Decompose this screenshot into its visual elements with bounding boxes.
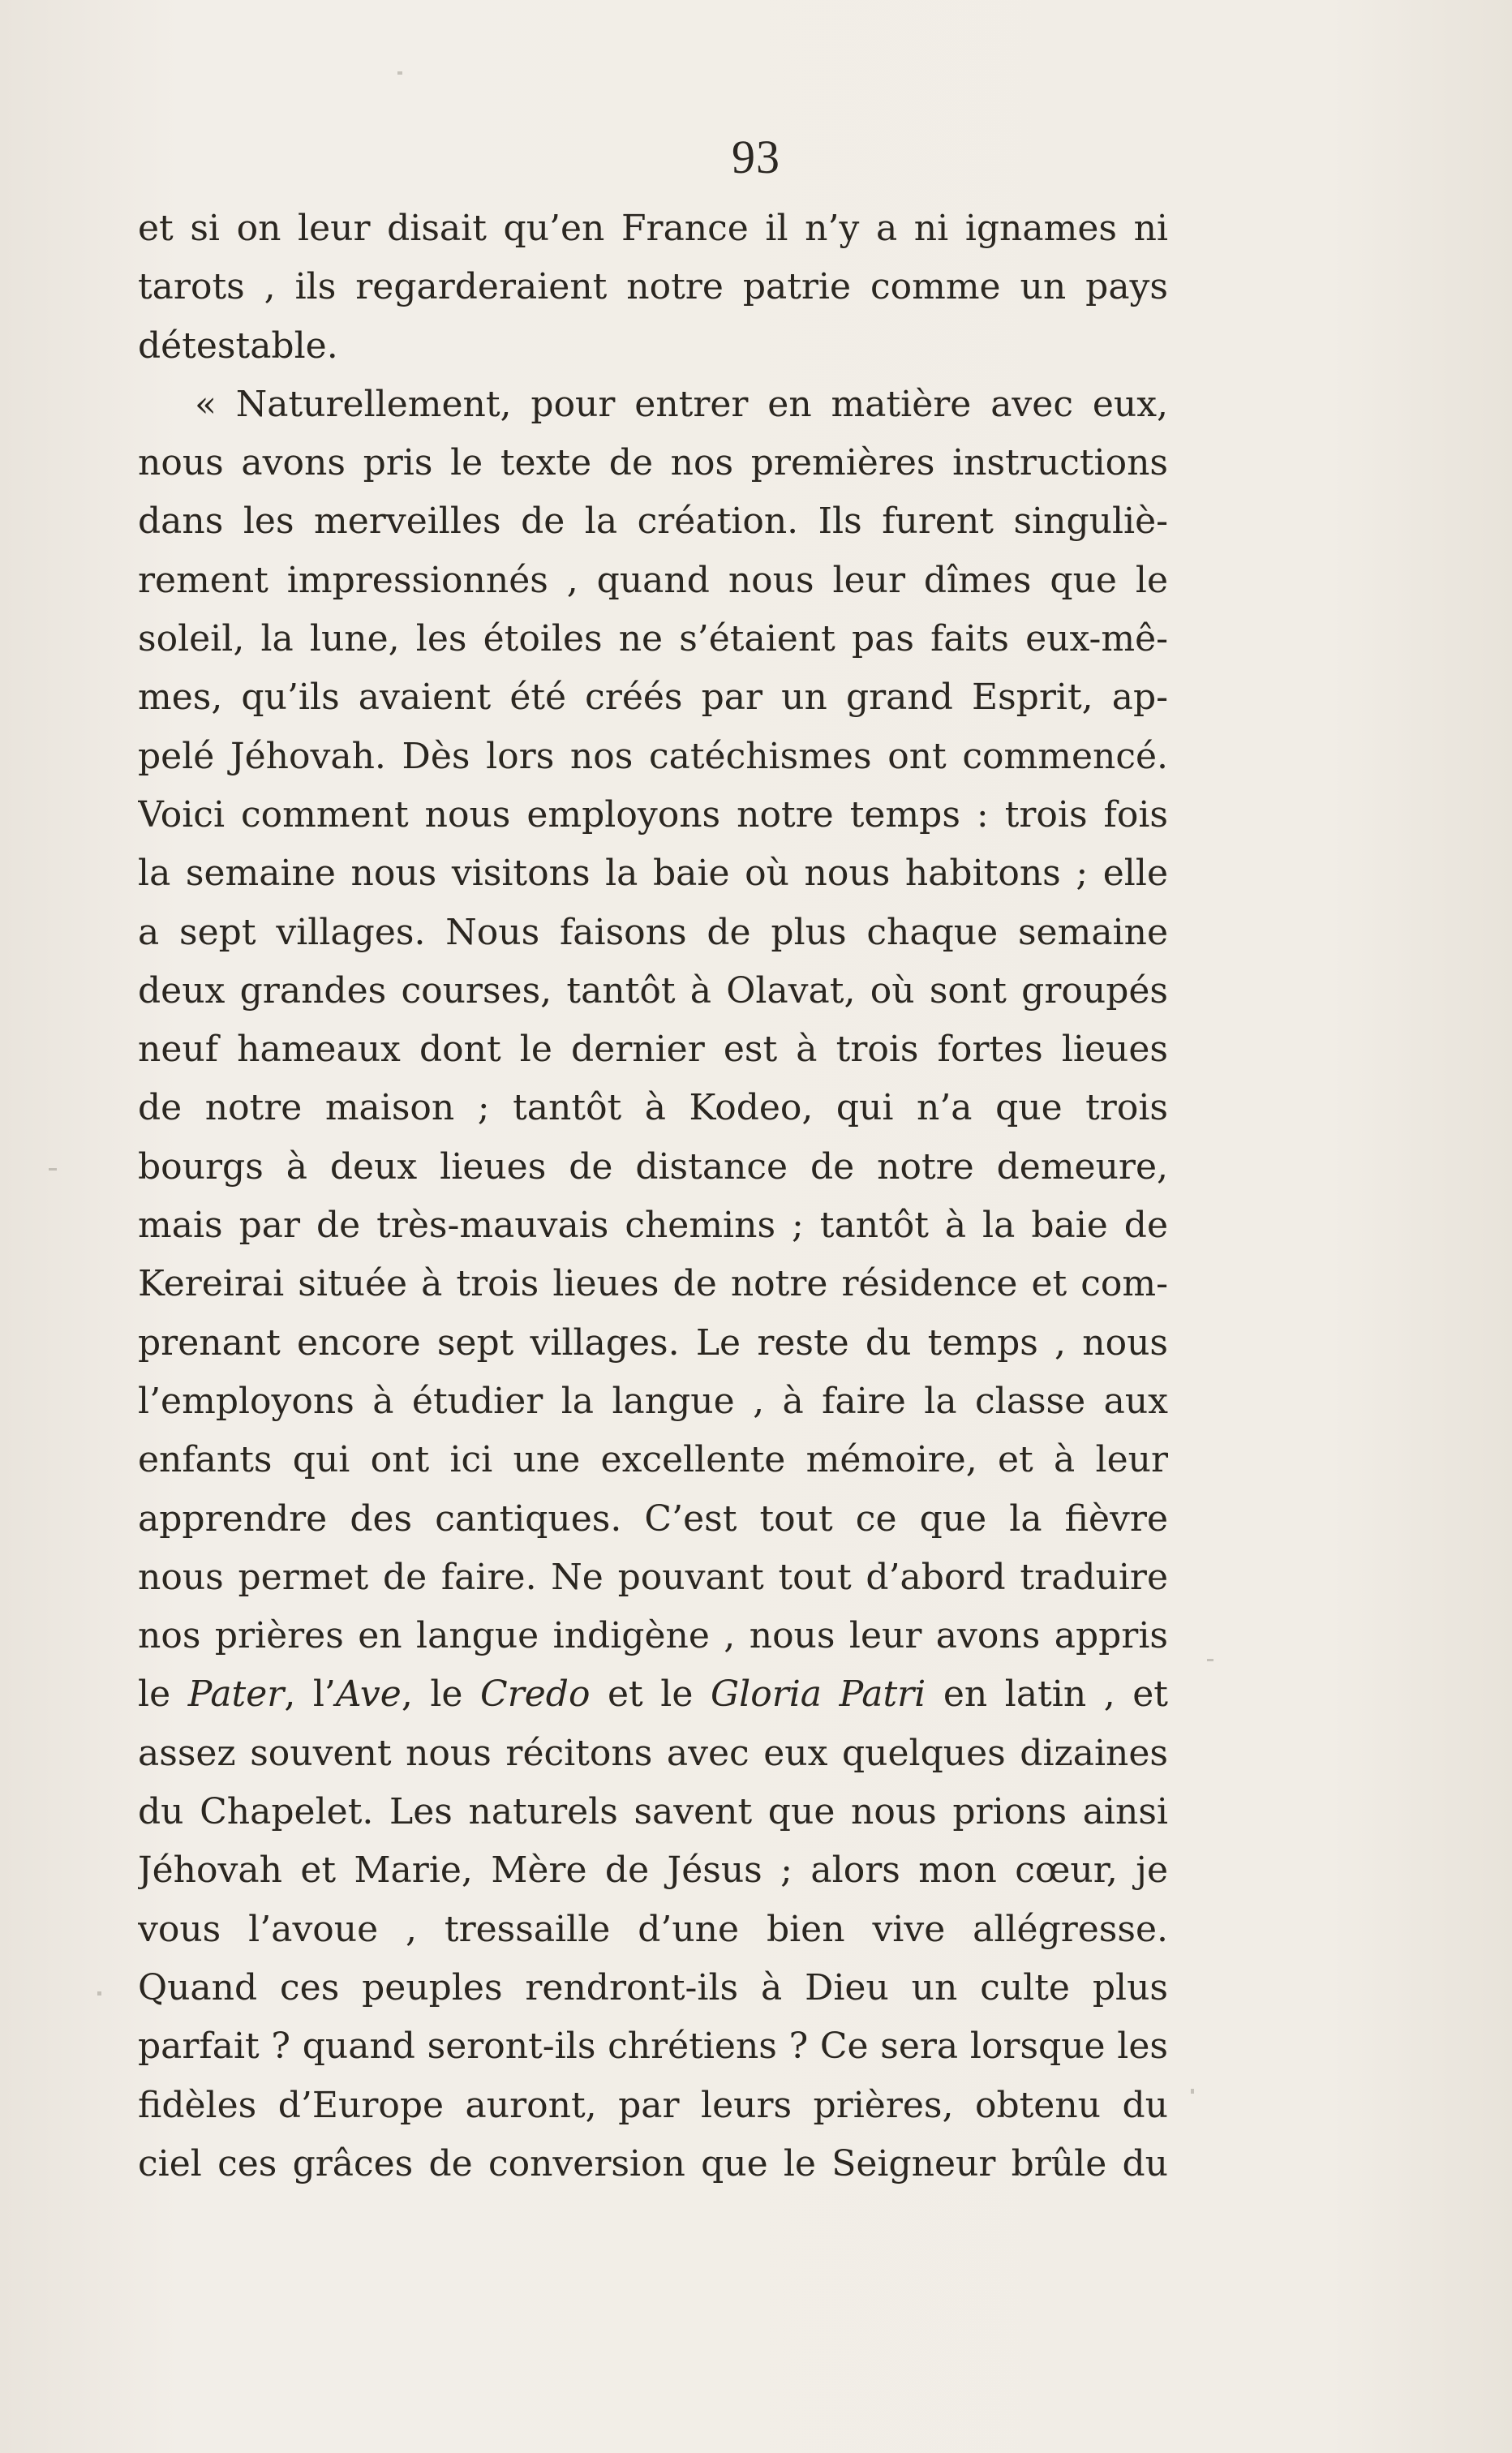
text-line: mais par de très-mauvais chemins ; tantôt à la baie de (138, 1205, 1168, 1247)
text-line: ciel ces grâces de conversion que le Seigneur brûle du (138, 2142, 1168, 2185)
page-number: 93 (732, 131, 780, 183)
text-line: mes, qu’ils avaient été créés par un grand Esprit, ap- (138, 677, 1168, 719)
text-line: de notre maison ; tantôt à Kodeo, qui n’a que trois (138, 1087, 1168, 1129)
latin-prayer-title: Credo (480, 1673, 591, 1716)
latin-prayer-title: Pater (187, 1673, 285, 1716)
text-segment: et le (590, 1673, 711, 1716)
text-line: l’employons à étudier la langue , à faire la classe aux (138, 1380, 1168, 1422)
text-line: Voici comment nous employons notre temps : trois fois (138, 793, 1168, 836)
text-line: tarots , ils regarderaient notre patrie comme un pays (138, 266, 1168, 308)
text-line: soleil, la lune, les étoiles ne s’étaient pas faits eux-mê- (138, 618, 1168, 660)
latin-prayer-title: Ave (335, 1673, 402, 1716)
text-line: assez souvent nous récitons avec eux quelques dizaines (138, 1732, 1168, 1774)
text-line: bourgs à deux lieues de distance de notre demeure, (138, 1145, 1168, 1188)
text-line: rement impressionnés , quand nous leur dîmes que le (138, 559, 1168, 601)
paper-speck (1207, 1659, 1213, 1661)
text-segment: le (138, 1673, 188, 1716)
text-line: nos prières en langue indigène , nous leur avons appris (138, 1615, 1168, 1657)
text-line: du Chapelet. Les naturels savent que nous prions ainsi (138, 1791, 1168, 1833)
text-line: nous permet de faire. Ne pouvant tout d’abord traduire (138, 1556, 1168, 1598)
paper-speck (1191, 2089, 1194, 2094)
text-line: Jéhovah et Marie, Mère de Jésus ; alors mon cœur, je (138, 1849, 1168, 1892)
text-line: a sept villages. Nous faisons de plus chaque semaine (138, 911, 1168, 953)
latin-prayer-title: Gloria Patri (710, 1673, 926, 1716)
text-segment: , le (401, 1673, 481, 1716)
paper-speck (397, 71, 402, 75)
text-line: et si on leur disait qu’en France il n’y a ni ignames ni (138, 208, 1168, 249)
text-line: apprendre des cantiques. C’est tout ce que la fièvre (138, 1497, 1168, 1540)
text-line: parfait ? quand seront-ils chrétiens ? Ce sera lorsque les (138, 2026, 1168, 2068)
text-line: pelé Jéhovah. Dès lors nos catéchismes ont commencé. (138, 735, 1168, 777)
text-line: neuf hameaux dont le dernier est à trois fortes lieues (138, 1029, 1168, 1071)
text-line: « Naturellement, pour entrer en matière avec eux, (195, 383, 1168, 425)
text-line: prenant encore sept villages. Le reste du temps , nous (138, 1321, 1168, 1364)
text-line: Kereirai située à trois lieues de notre résidence et com- (138, 1263, 1168, 1305)
text-line: dans les merveilles de la création. Ils furent singuliè- (138, 500, 1168, 543)
text-line: la semaine nous visitons la baie où nous habitons ; elle (138, 853, 1168, 895)
text-line: deux grandes courses, tantôt à Olavat, où sont groupés (138, 969, 1168, 1012)
text-segment: en latin , et (926, 1673, 1168, 1716)
text-line: enfants qui ont ici une excellente mémoire, et à leur (138, 1439, 1168, 1481)
text-line: Quand ces peuples rendront-ils à Dieu un culte plus (138, 1966, 1168, 2008)
paper-speck (97, 1991, 101, 1995)
paper-speck (49, 1168, 57, 1171)
text-line: fidèles d’Europe auront, par leurs prières, obtenu du (138, 2084, 1168, 2126)
text-line: détestable. (138, 324, 338, 367)
text-line-with-italics (138, 1665, 1168, 1724)
text-line: nous avons pris le texte de nos premières instructions (138, 442, 1168, 484)
body-text (138, 200, 1168, 2193)
text-line: vous l’avoue , tressaille d’une bien vive allégresse. (138, 1908, 1168, 1950)
text-segment: , l’ (284, 1673, 336, 1716)
